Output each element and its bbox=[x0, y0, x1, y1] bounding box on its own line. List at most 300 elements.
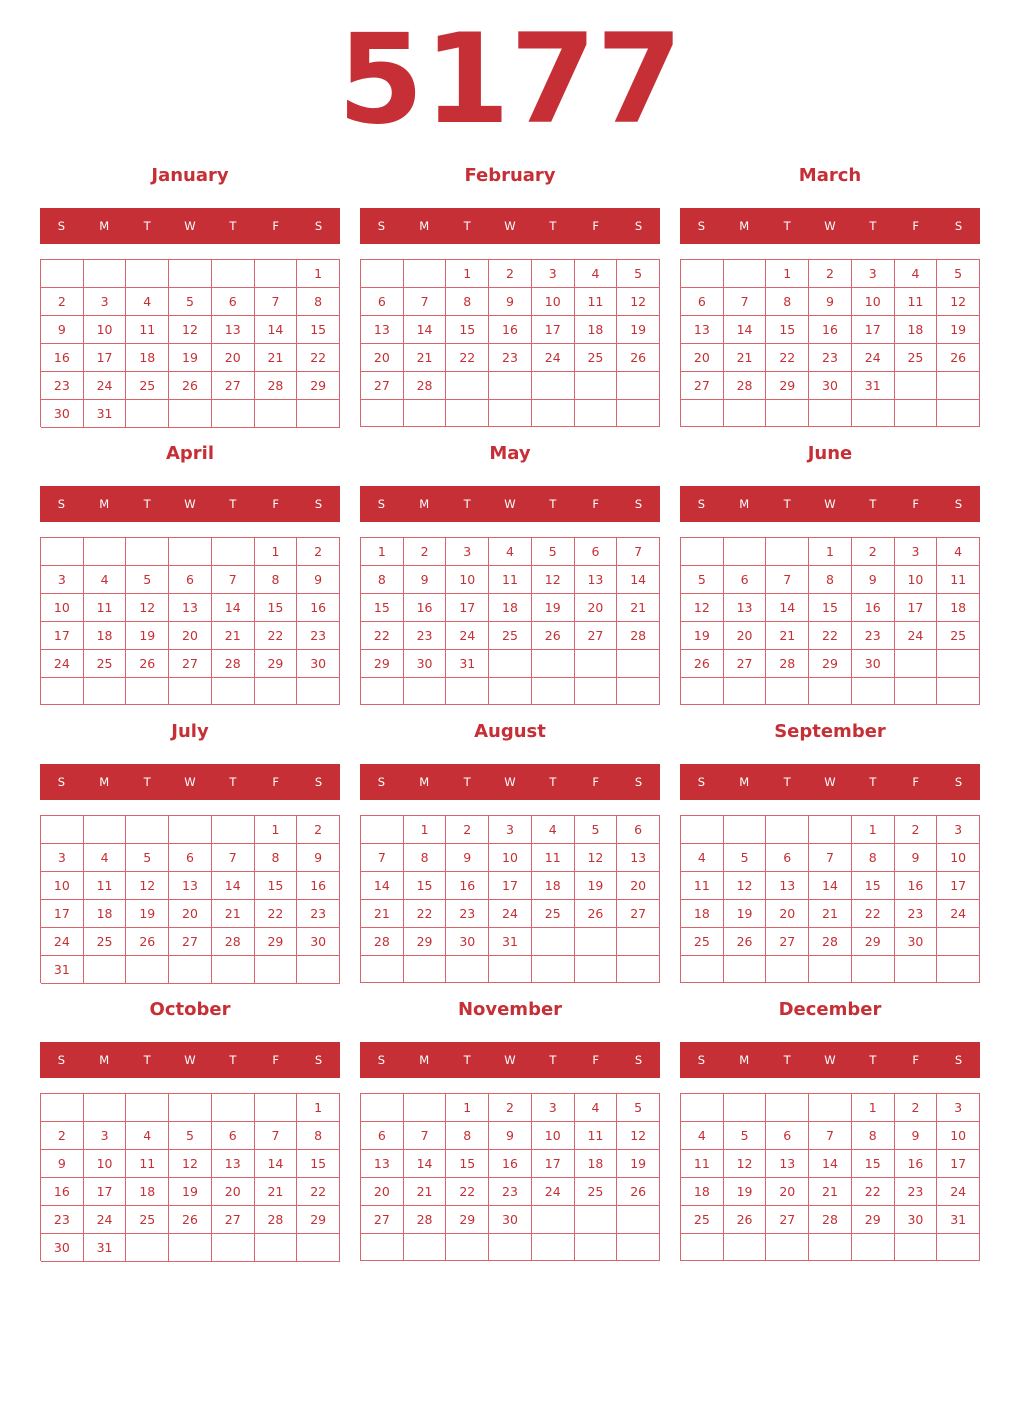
day-cell: 22 bbox=[446, 1178, 489, 1206]
day-cell: 27 bbox=[575, 622, 618, 650]
day-cell: 3 bbox=[41, 566, 84, 594]
weekday-label: T bbox=[869, 219, 877, 233]
weekday-label: S bbox=[634, 775, 643, 789]
day-cell: 21 bbox=[404, 1178, 447, 1206]
empty-cell bbox=[766, 678, 809, 705]
day-cell: 23 bbox=[809, 344, 852, 372]
day-cell: 31 bbox=[84, 1234, 127, 1262]
empty-cell bbox=[446, 372, 489, 400]
weekday-label: T bbox=[549, 497, 557, 511]
weekday-label: F bbox=[272, 775, 280, 789]
day-cell: 24 bbox=[532, 1178, 575, 1206]
day-cell: 25 bbox=[575, 344, 618, 372]
day-cell: 18 bbox=[895, 316, 938, 344]
day-cell: 1 bbox=[297, 260, 340, 288]
day-cell: 14 bbox=[617, 566, 660, 594]
day-cell: 12 bbox=[724, 1150, 767, 1178]
empty-cell bbox=[297, 956, 340, 984]
day-cell: 17 bbox=[532, 316, 575, 344]
day-cell: 2 bbox=[404, 538, 447, 566]
day-cell: 24 bbox=[852, 344, 895, 372]
empty-cell bbox=[766, 816, 809, 844]
day-cell: 22 bbox=[297, 344, 340, 372]
day-cell: 8 bbox=[255, 566, 298, 594]
empty-cell bbox=[617, 956, 660, 983]
empty-cell bbox=[489, 956, 532, 983]
day-cell: 18 bbox=[937, 594, 980, 622]
weekday-label: T bbox=[869, 1053, 877, 1067]
month-name: July bbox=[171, 721, 209, 742]
day-cell: 20 bbox=[724, 622, 767, 650]
empty-cell bbox=[126, 260, 169, 288]
day-cell: 29 bbox=[255, 928, 298, 956]
day-cell: 10 bbox=[532, 288, 575, 316]
empty-cell bbox=[937, 650, 980, 678]
day-cell: 29 bbox=[852, 1206, 895, 1234]
day-cell: 24 bbox=[895, 622, 938, 650]
empty-cell bbox=[575, 1234, 618, 1261]
day-cell: 26 bbox=[724, 1206, 767, 1234]
day-cell: 12 bbox=[617, 1122, 660, 1150]
empty-cell bbox=[84, 956, 127, 984]
empty-cell bbox=[361, 1234, 404, 1261]
day-cell: 4 bbox=[575, 1094, 618, 1122]
empty-cell bbox=[937, 400, 980, 427]
empty-cell bbox=[809, 1094, 852, 1122]
day-cell: 20 bbox=[212, 1178, 255, 1206]
empty-cell bbox=[937, 956, 980, 983]
weekday-label: S bbox=[954, 775, 963, 789]
day-cell: 8 bbox=[297, 1122, 340, 1150]
day-cell: 30 bbox=[895, 1206, 938, 1234]
weekday-label: T bbox=[783, 497, 791, 511]
day-cell: 14 bbox=[212, 594, 255, 622]
weekday-header bbox=[680, 486, 980, 522]
day-grid bbox=[360, 259, 660, 427]
day-cell: 30 bbox=[809, 372, 852, 400]
empty-cell bbox=[169, 400, 212, 428]
day-cell: 21 bbox=[766, 622, 809, 650]
empty-cell bbox=[255, 1094, 298, 1122]
day-cell: 21 bbox=[361, 900, 404, 928]
day-cell: 23 bbox=[895, 1178, 938, 1206]
empty-cell bbox=[169, 678, 212, 705]
day-cell: 18 bbox=[126, 1178, 169, 1206]
weekday-label: T bbox=[783, 775, 791, 789]
day-cell: 30 bbox=[404, 650, 447, 678]
day-cell: 22 bbox=[766, 344, 809, 372]
empty-cell bbox=[575, 1206, 618, 1234]
day-cell: 12 bbox=[681, 594, 724, 622]
day-cell: 1 bbox=[404, 816, 447, 844]
day-cell: 23 bbox=[41, 372, 84, 400]
day-cell: 7 bbox=[766, 566, 809, 594]
empty-cell bbox=[255, 400, 298, 428]
empty-cell bbox=[446, 678, 489, 705]
day-cell: 5 bbox=[617, 1094, 660, 1122]
empty-cell bbox=[681, 1094, 724, 1122]
day-cell: 25 bbox=[84, 650, 127, 678]
weekday-label: F bbox=[912, 497, 920, 511]
day-cell: 10 bbox=[937, 844, 980, 872]
empty-cell bbox=[809, 1234, 852, 1261]
weekday-label: F bbox=[272, 1053, 280, 1067]
day-cell: 5 bbox=[126, 566, 169, 594]
day-cell: 21 bbox=[212, 622, 255, 650]
day-cell: 15 bbox=[255, 594, 298, 622]
weekday-label: T bbox=[229, 219, 237, 233]
empty-cell bbox=[532, 678, 575, 705]
day-grid bbox=[680, 815, 980, 983]
empty-cell bbox=[404, 956, 447, 983]
day-cell: 27 bbox=[617, 900, 660, 928]
empty-cell bbox=[361, 956, 404, 983]
day-cell: 22 bbox=[255, 900, 298, 928]
empty-cell bbox=[212, 678, 255, 705]
weekday-label: F bbox=[912, 775, 920, 789]
day-cell: 24 bbox=[84, 1206, 127, 1234]
day-cell: 18 bbox=[532, 872, 575, 900]
day-cell: 12 bbox=[617, 288, 660, 316]
day-cell: 3 bbox=[532, 1094, 575, 1122]
day-cell: 11 bbox=[895, 288, 938, 316]
day-cell: 15 bbox=[852, 872, 895, 900]
weekday-label: M bbox=[419, 775, 430, 789]
day-cell: 13 bbox=[724, 594, 767, 622]
day-cell: 17 bbox=[532, 1150, 575, 1178]
day-cell: 31 bbox=[41, 956, 84, 984]
weekday-header bbox=[360, 208, 660, 244]
empty-cell bbox=[575, 956, 618, 983]
weekday-label: F bbox=[592, 497, 600, 511]
day-cell: 2 bbox=[489, 1094, 532, 1122]
empty-cell bbox=[575, 928, 618, 956]
empty-cell bbox=[766, 1234, 809, 1261]
empty-cell bbox=[937, 678, 980, 705]
day-cell: 26 bbox=[126, 650, 169, 678]
day-cell: 9 bbox=[297, 844, 340, 872]
weekday-header bbox=[680, 1042, 980, 1078]
day-cell: 24 bbox=[41, 928, 84, 956]
day-cell: 22 bbox=[361, 622, 404, 650]
empty-cell bbox=[169, 538, 212, 566]
day-cell: 10 bbox=[41, 872, 84, 900]
day-cell: 30 bbox=[297, 928, 340, 956]
day-cell: 30 bbox=[489, 1206, 532, 1234]
day-cell: 14 bbox=[361, 872, 404, 900]
empty-cell bbox=[724, 1234, 767, 1261]
day-cell: 17 bbox=[489, 872, 532, 900]
day-cell: 4 bbox=[681, 1122, 724, 1150]
empty-cell bbox=[937, 372, 980, 400]
day-cell: 16 bbox=[852, 594, 895, 622]
empty-cell bbox=[766, 400, 809, 427]
weekday-label: T bbox=[783, 1053, 791, 1067]
day-cell: 3 bbox=[937, 816, 980, 844]
weekday-label: T bbox=[143, 219, 151, 233]
day-cell: 12 bbox=[532, 566, 575, 594]
weekday-label: W bbox=[504, 497, 516, 511]
day-cell: 2 bbox=[297, 538, 340, 566]
month-name: June bbox=[807, 443, 853, 464]
day-cell: 19 bbox=[617, 316, 660, 344]
weekday-label: T bbox=[869, 775, 877, 789]
day-cell: 26 bbox=[169, 1206, 212, 1234]
day-cell: 13 bbox=[169, 872, 212, 900]
day-cell: 19 bbox=[532, 594, 575, 622]
day-cell: 1 bbox=[766, 260, 809, 288]
day-cell: 26 bbox=[681, 650, 724, 678]
day-cell: 4 bbox=[937, 538, 980, 566]
empty-cell bbox=[126, 956, 169, 984]
day-cell: 30 bbox=[41, 400, 84, 428]
day-cell: 25 bbox=[895, 344, 938, 372]
day-cell: 13 bbox=[361, 1150, 404, 1178]
weekday-label: S bbox=[954, 1053, 963, 1067]
day-cell: 21 bbox=[404, 344, 447, 372]
day-cell: 5 bbox=[681, 566, 724, 594]
empty-cell bbox=[361, 260, 404, 288]
day-cell: 26 bbox=[575, 900, 618, 928]
day-cell: 4 bbox=[681, 844, 724, 872]
day-cell: 10 bbox=[852, 288, 895, 316]
day-cell: 7 bbox=[212, 566, 255, 594]
empty-cell bbox=[575, 400, 618, 427]
day-cell: 12 bbox=[724, 872, 767, 900]
weekday-label: T bbox=[783, 219, 791, 233]
empty-cell bbox=[126, 816, 169, 844]
day-cell: 7 bbox=[212, 844, 255, 872]
empty-cell bbox=[532, 372, 575, 400]
empty-cell bbox=[809, 956, 852, 983]
day-grid bbox=[680, 1093, 980, 1261]
day-cell: 11 bbox=[489, 566, 532, 594]
day-cell: 12 bbox=[126, 872, 169, 900]
day-cell: 7 bbox=[404, 1122, 447, 1150]
month-name: January bbox=[151, 165, 229, 186]
day-cell: 29 bbox=[852, 928, 895, 956]
weekday-label: S bbox=[954, 497, 963, 511]
day-cell: 4 bbox=[84, 844, 127, 872]
empty-cell bbox=[724, 956, 767, 983]
weekday-label: T bbox=[463, 497, 471, 511]
weekday-label: T bbox=[549, 775, 557, 789]
empty-cell bbox=[681, 1234, 724, 1261]
weekday-label: S bbox=[314, 219, 323, 233]
day-cell: 18 bbox=[681, 1178, 724, 1206]
weekday-label: M bbox=[739, 775, 750, 789]
day-cell: 25 bbox=[681, 928, 724, 956]
day-cell: 11 bbox=[681, 872, 724, 900]
day-cell: 18 bbox=[489, 594, 532, 622]
weekday-header bbox=[680, 208, 980, 244]
day-cell: 23 bbox=[895, 900, 938, 928]
empty-cell bbox=[212, 260, 255, 288]
day-cell: 1 bbox=[361, 538, 404, 566]
empty-cell bbox=[255, 678, 298, 705]
day-cell: 5 bbox=[532, 538, 575, 566]
day-cell: 11 bbox=[126, 1150, 169, 1178]
day-grid bbox=[360, 1093, 660, 1261]
day-cell: 9 bbox=[489, 288, 532, 316]
day-cell: 20 bbox=[169, 900, 212, 928]
empty-cell bbox=[895, 956, 938, 983]
empty-cell bbox=[84, 678, 127, 705]
day-cell: 7 bbox=[404, 288, 447, 316]
day-cell: 29 bbox=[809, 650, 852, 678]
day-cell: 6 bbox=[766, 844, 809, 872]
day-grid bbox=[360, 815, 660, 983]
weekday-label: M bbox=[99, 219, 110, 233]
empty-cell bbox=[212, 538, 255, 566]
day-cell: 19 bbox=[575, 872, 618, 900]
weekday-label: M bbox=[739, 1053, 750, 1067]
day-cell: 10 bbox=[41, 594, 84, 622]
empty-cell bbox=[169, 816, 212, 844]
day-cell: 20 bbox=[766, 900, 809, 928]
day-cell: 27 bbox=[361, 1206, 404, 1234]
day-cell: 9 bbox=[446, 844, 489, 872]
day-cell: 20 bbox=[617, 872, 660, 900]
day-cell: 21 bbox=[724, 344, 767, 372]
weekday-label: S bbox=[697, 219, 706, 233]
day-cell: 31 bbox=[446, 650, 489, 678]
year-title: 5177 bbox=[337, 8, 683, 152]
day-cell: 6 bbox=[169, 566, 212, 594]
empty-cell bbox=[41, 678, 84, 705]
day-cell: 17 bbox=[937, 1150, 980, 1178]
day-cell: 26 bbox=[617, 1178, 660, 1206]
day-cell: 14 bbox=[724, 316, 767, 344]
day-cell: 11 bbox=[575, 288, 618, 316]
day-cell: 6 bbox=[724, 566, 767, 594]
empty-cell bbox=[681, 678, 724, 705]
day-cell: 18 bbox=[575, 316, 618, 344]
day-cell: 10 bbox=[446, 566, 489, 594]
day-cell: 9 bbox=[895, 1122, 938, 1150]
empty-cell bbox=[724, 538, 767, 566]
weekday-label: S bbox=[634, 219, 643, 233]
day-cell: 11 bbox=[937, 566, 980, 594]
day-cell: 2 bbox=[852, 538, 895, 566]
weekday-label: S bbox=[57, 219, 66, 233]
empty-cell bbox=[361, 816, 404, 844]
day-cell: 14 bbox=[404, 1150, 447, 1178]
day-cell: 31 bbox=[852, 372, 895, 400]
day-cell: 10 bbox=[489, 844, 532, 872]
empty-cell bbox=[532, 928, 575, 956]
empty-cell bbox=[681, 260, 724, 288]
day-cell: 24 bbox=[532, 344, 575, 372]
weekday-label: T bbox=[869, 497, 877, 511]
day-cell: 16 bbox=[297, 872, 340, 900]
day-cell: 5 bbox=[724, 1122, 767, 1150]
empty-cell bbox=[489, 678, 532, 705]
day-cell: 5 bbox=[169, 1122, 212, 1150]
empty-cell bbox=[255, 260, 298, 288]
day-cell: 3 bbox=[532, 260, 575, 288]
weekday-label: M bbox=[739, 219, 750, 233]
empty-cell bbox=[766, 1094, 809, 1122]
day-cell: 2 bbox=[489, 260, 532, 288]
day-cell: 15 bbox=[255, 872, 298, 900]
day-cell: 26 bbox=[532, 622, 575, 650]
day-cell: 8 bbox=[404, 844, 447, 872]
empty-cell bbox=[212, 1234, 255, 1262]
empty-cell bbox=[895, 1234, 938, 1261]
day-cell: 27 bbox=[724, 650, 767, 678]
day-cell: 30 bbox=[895, 928, 938, 956]
day-cell: 4 bbox=[126, 288, 169, 316]
day-cell: 31 bbox=[489, 928, 532, 956]
empty-cell bbox=[212, 400, 255, 428]
day-cell: 10 bbox=[532, 1122, 575, 1150]
weekday-label: T bbox=[229, 775, 237, 789]
day-cell: 1 bbox=[852, 1094, 895, 1122]
empty-cell bbox=[575, 678, 618, 705]
day-cell: 20 bbox=[681, 344, 724, 372]
day-cell: 16 bbox=[297, 594, 340, 622]
day-cell: 13 bbox=[766, 1150, 809, 1178]
empty-cell bbox=[724, 1094, 767, 1122]
day-cell: 9 bbox=[41, 316, 84, 344]
weekday-label: W bbox=[824, 497, 836, 511]
weekday-label: T bbox=[143, 775, 151, 789]
weekday-label: F bbox=[912, 1053, 920, 1067]
day-cell: 15 bbox=[404, 872, 447, 900]
day-cell: 13 bbox=[361, 316, 404, 344]
day-cell: 24 bbox=[489, 900, 532, 928]
day-cell: 13 bbox=[575, 566, 618, 594]
day-cell: 26 bbox=[169, 372, 212, 400]
empty-cell bbox=[617, 372, 660, 400]
empty-cell bbox=[852, 956, 895, 983]
day-cell: 29 bbox=[766, 372, 809, 400]
weekday-label: T bbox=[463, 219, 471, 233]
day-cell: 1 bbox=[255, 816, 298, 844]
day-cell: 17 bbox=[937, 872, 980, 900]
day-cell: 29 bbox=[404, 928, 447, 956]
day-cell: 28 bbox=[617, 622, 660, 650]
day-cell: 25 bbox=[84, 928, 127, 956]
day-cell: 16 bbox=[489, 316, 532, 344]
day-cell: 30 bbox=[41, 1234, 84, 1262]
day-cell: 18 bbox=[84, 900, 127, 928]
weekday-label: T bbox=[229, 497, 237, 511]
day-cell: 21 bbox=[255, 344, 298, 372]
day-cell: 31 bbox=[937, 1206, 980, 1234]
empty-cell bbox=[852, 678, 895, 705]
day-cell: 24 bbox=[84, 372, 127, 400]
weekday-label: W bbox=[824, 775, 836, 789]
day-cell: 5 bbox=[724, 844, 767, 872]
empty-cell bbox=[617, 1234, 660, 1261]
day-cell: 28 bbox=[404, 1206, 447, 1234]
day-grid bbox=[680, 537, 980, 705]
day-cell: 6 bbox=[212, 288, 255, 316]
day-cell: 4 bbox=[84, 566, 127, 594]
day-cell: 27 bbox=[681, 372, 724, 400]
day-cell: 20 bbox=[361, 344, 404, 372]
day-cell: 22 bbox=[809, 622, 852, 650]
empty-cell bbox=[895, 678, 938, 705]
day-cell: 19 bbox=[169, 344, 212, 372]
weekday-label: F bbox=[592, 219, 600, 233]
day-cell: 23 bbox=[404, 622, 447, 650]
weekday-label: S bbox=[377, 1053, 386, 1067]
day-cell: 19 bbox=[724, 900, 767, 928]
day-cell: 8 bbox=[809, 566, 852, 594]
